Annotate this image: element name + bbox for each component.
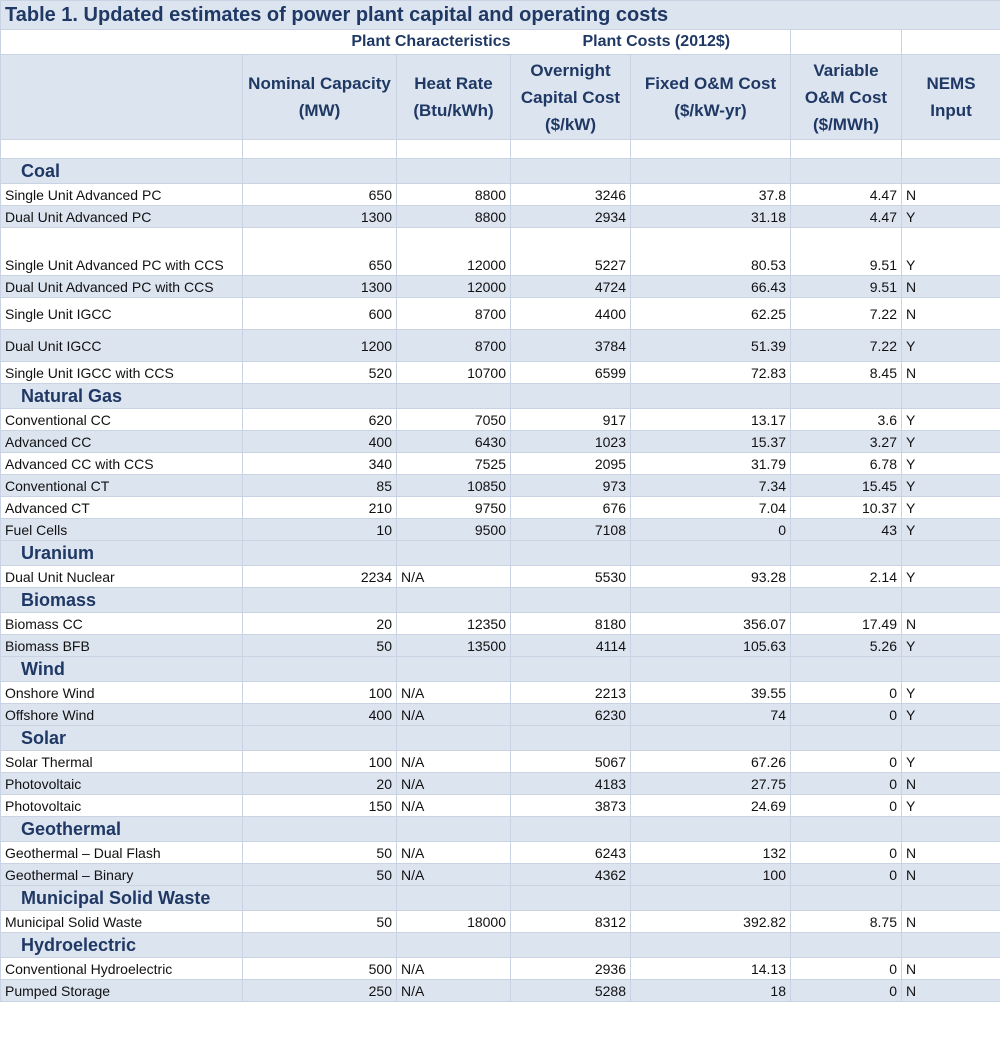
cell-variable-om: 5.26 [791, 635, 902, 657]
cell-variable-om: 9.51 [791, 228, 902, 276]
table-row [1, 298, 1000, 330]
section-title: Solar [1, 726, 243, 751]
section-header-row [1, 657, 1000, 682]
section-title: Geothermal [1, 817, 243, 842]
table-row [1, 958, 1000, 980]
plant-name: Dual Unit Nuclear [1, 566, 243, 588]
cell-heat-rate: 8800 [397, 206, 511, 228]
cell-heat-rate: N/A [397, 773, 511, 795]
cell-capacity: 50 [243, 864, 397, 886]
cell-capacity: 20 [243, 613, 397, 635]
cell-capital: 5067 [511, 751, 631, 773]
cell-heat-rate: 10850 [397, 475, 511, 497]
cell-heat-rate: 12000 [397, 276, 511, 298]
cell-capacity: 100 [243, 751, 397, 773]
cell-nems: N [902, 298, 1000, 330]
cell-fixed-om: 24.69 [631, 795, 791, 817]
cell-capital: 4362 [511, 864, 631, 886]
cell-fixed-om: 100 [631, 864, 791, 886]
cell-fixed-om: 105.63 [631, 635, 791, 657]
table-row [1, 431, 1000, 453]
cell-capital: 3784 [511, 330, 631, 362]
cell-heat-rate: N/A [397, 980, 511, 1002]
plant-name: Photovoltaic [1, 773, 243, 795]
table-row [1, 409, 1000, 431]
section-title: Wind [1, 657, 243, 682]
table-row [1, 475, 1000, 497]
table-row [1, 228, 1000, 276]
cell-variable-om: 10.37 [791, 497, 902, 519]
plant-name: Dual Unit Advanced PC with CCS [1, 276, 243, 298]
column-header: Variable O&M Cost ($/MWh) [791, 55, 902, 140]
cell-variable-om: 0 [791, 795, 902, 817]
column-header-row [1, 55, 1000, 140]
cell-fixed-om: 62.25 [631, 298, 791, 330]
cell-variable-om: 0 [791, 751, 902, 773]
cell-nems: Y [902, 682, 1000, 704]
cell-nems: Y [902, 330, 1000, 362]
cell-capacity: 520 [243, 362, 397, 384]
cell-nems: N [902, 911, 1000, 933]
cell-capacity: 100 [243, 682, 397, 704]
cell-nems: N [902, 864, 1000, 886]
section-title: Municipal Solid Waste [1, 886, 243, 911]
cell-nems: N [902, 773, 1000, 795]
table-row [1, 751, 1000, 773]
cell-capital: 6243 [511, 842, 631, 864]
cell-fixed-om: 7.34 [631, 475, 791, 497]
cell-variable-om: 8.45 [791, 362, 902, 384]
cell-variable-om: 9.51 [791, 276, 902, 298]
cell-capital: 4724 [511, 276, 631, 298]
cell-variable-om: 3.6 [791, 409, 902, 431]
cell-nems: N [902, 613, 1000, 635]
cell-nems: N [902, 362, 1000, 384]
cell-capital: 5227 [511, 228, 631, 276]
section-header-row [1, 541, 1000, 566]
cell-nems: Y [902, 475, 1000, 497]
cell-variable-om: 15.45 [791, 475, 902, 497]
cell-variable-om: 0 [791, 842, 902, 864]
table-row [1, 362, 1000, 384]
table-row [1, 276, 1000, 298]
cell-variable-om: 8.75 [791, 911, 902, 933]
cell-nems: Y [902, 566, 1000, 588]
column-header: NEMS Input [902, 55, 1000, 140]
cell-heat-rate: 9500 [397, 519, 511, 541]
cell-nems: N [902, 842, 1000, 864]
cell-nems: Y [902, 431, 1000, 453]
cell-heat-rate: 13500 [397, 635, 511, 657]
plant-name: Conventional Hydroelectric [1, 958, 243, 980]
cell-heat-rate: 9750 [397, 497, 511, 519]
cell-heat-rate: 6430 [397, 431, 511, 453]
cell-fixed-om: 15.37 [631, 431, 791, 453]
cell-fixed-om: 66.43 [631, 276, 791, 298]
cell-capital: 2934 [511, 206, 631, 228]
cell-capital: 2213 [511, 682, 631, 704]
cell-capacity: 340 [243, 453, 397, 475]
cell-capacity: 85 [243, 475, 397, 497]
cell-heat-rate: 10700 [397, 362, 511, 384]
cell-fixed-om: 31.18 [631, 206, 791, 228]
cell-heat-rate: 8700 [397, 298, 511, 330]
cell-variable-om: 0 [791, 958, 902, 980]
cell-capital: 6230 [511, 704, 631, 726]
cell-capacity: 400 [243, 704, 397, 726]
cell-nems: Y [902, 795, 1000, 817]
cell-capacity: 650 [243, 228, 397, 276]
cell-nems: Y [902, 497, 1000, 519]
cell-fixed-om: 18 [631, 980, 791, 1002]
cell-nems: N [902, 958, 1000, 980]
table-row [1, 453, 1000, 475]
cell-capital: 5530 [511, 566, 631, 588]
section-header-row [1, 886, 1000, 911]
section-header-row [1, 588, 1000, 613]
table-row [1, 519, 1000, 541]
cell-variable-om: 43 [791, 519, 902, 541]
cell-variable-om: 7.22 [791, 298, 902, 330]
title-row [1, 1, 1000, 30]
cell-heat-rate: N/A [397, 751, 511, 773]
plant-name: Solar Thermal [1, 751, 243, 773]
cell-heat-rate: 12350 [397, 613, 511, 635]
plant-name: Advanced CT [1, 497, 243, 519]
cell-capacity: 150 [243, 795, 397, 817]
cell-capital: 2095 [511, 453, 631, 475]
cell-capital: 7108 [511, 519, 631, 541]
cell-capital: 917 [511, 409, 631, 431]
table-row [1, 613, 1000, 635]
cell-capital: 8312 [511, 911, 631, 933]
cell-variable-om: 0 [791, 682, 902, 704]
column-header: Nominal Capacity (MW) [243, 55, 397, 140]
cell-fixed-om: 7.04 [631, 497, 791, 519]
cell-variable-om: 0 [791, 864, 902, 886]
table-row [1, 911, 1000, 933]
cell-capital: 4400 [511, 298, 631, 330]
plant-name: Geothermal – Dual Flash [1, 842, 243, 864]
table-row [1, 635, 1000, 657]
cell-heat-rate: 7525 [397, 453, 511, 475]
cell-capacity: 600 [243, 298, 397, 330]
cell-variable-om: 0 [791, 773, 902, 795]
plant-name: Single Unit IGCC with CCS [1, 362, 243, 384]
cell-capacity: 50 [243, 911, 397, 933]
cell-heat-rate: N/A [397, 682, 511, 704]
table-row [1, 773, 1000, 795]
cell-capacity: 20 [243, 773, 397, 795]
cell-variable-om: 2.14 [791, 566, 902, 588]
cell-variable-om: 4.47 [791, 184, 902, 206]
cell-capacity: 1300 [243, 276, 397, 298]
cell-fixed-om: 39.55 [631, 682, 791, 704]
plant-name: Single Unit IGCC [1, 298, 243, 330]
plant-name: Single Unit Advanced PC with CCS [1, 228, 243, 276]
cell-nems: Y [902, 409, 1000, 431]
cell-fixed-om: 93.28 [631, 566, 791, 588]
cell-heat-rate: N/A [397, 704, 511, 726]
cell-heat-rate: 8700 [397, 330, 511, 362]
table-row [1, 980, 1000, 1002]
cell-capacity: 2234 [243, 566, 397, 588]
plant-name: Municipal Solid Waste [1, 911, 243, 933]
cell-fixed-om: 14.13 [631, 958, 791, 980]
cell-capital: 4114 [511, 635, 631, 657]
table-row [1, 842, 1000, 864]
cell-fixed-om: 67.26 [631, 751, 791, 773]
table-row [1, 206, 1000, 228]
cell-capacity: 10 [243, 519, 397, 541]
group-header-row [1, 30, 1000, 55]
section-header-row [1, 384, 1000, 409]
section-header-row [1, 726, 1000, 751]
table-row [1, 795, 1000, 817]
table-title: Table 1. Updated estimates of power plant capital and operating costs [1, 1, 1000, 30]
cell-capacity: 1200 [243, 330, 397, 362]
cell-fixed-om: 74 [631, 704, 791, 726]
cell-nems: Y [902, 453, 1000, 475]
table-row [1, 566, 1000, 588]
cell-capital: 4183 [511, 773, 631, 795]
group-header-costs: Plant Costs (2012$) [511, 30, 791, 55]
cell-capital: 8180 [511, 613, 631, 635]
cell-capital: 3246 [511, 184, 631, 206]
plant-name: Dual Unit Advanced PC [1, 206, 243, 228]
cell-heat-rate: 18000 [397, 911, 511, 933]
section-header-row [1, 159, 1000, 184]
cell-capacity: 210 [243, 497, 397, 519]
cell-fixed-om: 356.07 [631, 613, 791, 635]
cell-capital: 6599 [511, 362, 631, 384]
cell-heat-rate: N/A [397, 958, 511, 980]
cell-variable-om: 0 [791, 980, 902, 1002]
cell-capacity: 250 [243, 980, 397, 1002]
cell-variable-om: 7.22 [791, 330, 902, 362]
cell-fixed-om: 80.53 [631, 228, 791, 276]
plant-name: Geothermal – Binary [1, 864, 243, 886]
plant-name: Offshore Wind [1, 704, 243, 726]
cell-capacity: 50 [243, 635, 397, 657]
cell-nems: Y [902, 635, 1000, 657]
cell-nems: Y [902, 519, 1000, 541]
plant-name: Conventional CT [1, 475, 243, 497]
cell-heat-rate: N/A [397, 842, 511, 864]
cell-variable-om: 4.47 [791, 206, 902, 228]
table-row [1, 864, 1000, 886]
section-header-row [1, 817, 1000, 842]
cell-heat-rate: 8800 [397, 184, 511, 206]
cell-variable-om: 6.78 [791, 453, 902, 475]
cell-nems: N [902, 276, 1000, 298]
cell-fixed-om: 31.79 [631, 453, 791, 475]
section-title: Coal [1, 159, 243, 184]
plant-name: Biomass BFB [1, 635, 243, 657]
cell-capacity: 650 [243, 184, 397, 206]
cell-capital: 3873 [511, 795, 631, 817]
cell-nems: Y [902, 228, 1000, 276]
cell-heat-rate: N/A [397, 864, 511, 886]
plant-name: Onshore Wind [1, 682, 243, 704]
column-header: Heat Rate (Btu/kWh) [397, 55, 511, 140]
cell-capacity: 50 [243, 842, 397, 864]
plant-name: Conventional CC [1, 409, 243, 431]
plant-name: Pumped Storage [1, 980, 243, 1002]
cell-nems: N [902, 980, 1000, 1002]
cell-fixed-om: 72.83 [631, 362, 791, 384]
table-row [1, 682, 1000, 704]
cell-heat-rate: 12000 [397, 228, 511, 276]
section-title: Biomass [1, 588, 243, 613]
cell-nems: Y [902, 751, 1000, 773]
cell-capacity: 1300 [243, 206, 397, 228]
cell-fixed-om: 13.17 [631, 409, 791, 431]
cell-fixed-om: 132 [631, 842, 791, 864]
cell-variable-om: 0 [791, 704, 902, 726]
cell-capital: 2936 [511, 958, 631, 980]
column-header: Fixed O&M Cost ($/kW-yr) [631, 55, 791, 140]
plant-name: Advanced CC [1, 431, 243, 453]
cell-capacity: 400 [243, 431, 397, 453]
table-row [1, 704, 1000, 726]
plant-name: Single Unit Advanced PC [1, 184, 243, 206]
cell-capital: 5288 [511, 980, 631, 1002]
cell-capital: 1023 [511, 431, 631, 453]
plant-name: Advanced CC with CCS [1, 453, 243, 475]
group-header-characteristics: Plant Characteristics [243, 30, 511, 55]
section-title: Natural Gas [1, 384, 243, 409]
cell-fixed-om: 51.39 [631, 330, 791, 362]
cell-heat-rate: N/A [397, 795, 511, 817]
cell-fixed-om: 392.82 [631, 911, 791, 933]
cell-variable-om: 17.49 [791, 613, 902, 635]
section-header-row [1, 933, 1000, 958]
cell-heat-rate: N/A [397, 566, 511, 588]
plant-name: Dual Unit IGCC [1, 330, 243, 362]
cell-nems: N [902, 184, 1000, 206]
table-row [1, 497, 1000, 519]
cell-fixed-om: 27.75 [631, 773, 791, 795]
table-row [1, 330, 1000, 362]
cell-capital: 973 [511, 475, 631, 497]
cell-fixed-om: 0 [631, 519, 791, 541]
cell-heat-rate: 7050 [397, 409, 511, 431]
cell-capacity: 500 [243, 958, 397, 980]
cell-nems: Y [902, 206, 1000, 228]
cell-fixed-om: 37.8 [631, 184, 791, 206]
cell-variable-om: 3.27 [791, 431, 902, 453]
cell-nems: Y [902, 704, 1000, 726]
plant-name: Biomass CC [1, 613, 243, 635]
section-title: Uranium [1, 541, 243, 566]
table-row [1, 184, 1000, 206]
cell-capacity: 620 [243, 409, 397, 431]
plant-name: Photovoltaic [1, 795, 243, 817]
spacer-row [1, 140, 1000, 159]
plant-name: Fuel Cells [1, 519, 243, 541]
column-header: Overnight Capital Cost ($/kW) [511, 55, 631, 140]
section-title: Hydroelectric [1, 933, 243, 958]
cell-capital: 676 [511, 497, 631, 519]
